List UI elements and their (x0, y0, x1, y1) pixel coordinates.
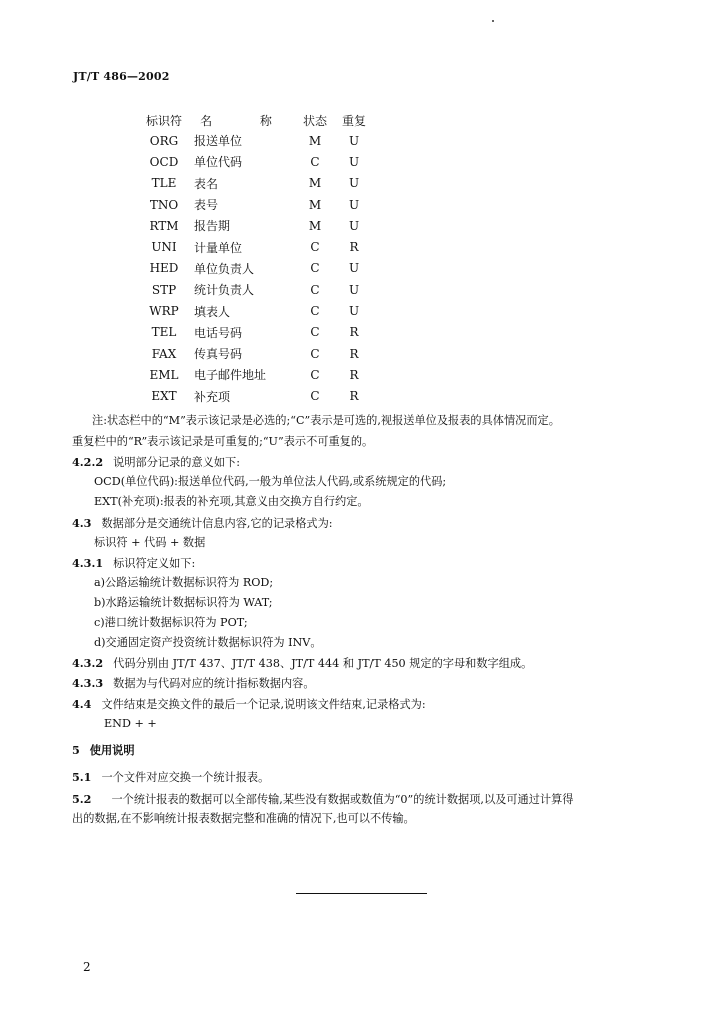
row-status: C (310, 325, 320, 340)
row-name: 计量单位 (194, 240, 243, 255)
row-repeat: U (348, 154, 360, 169)
list-item: c)港口统计数据标识符为 POT; (94, 616, 248, 629)
row-repeat: U (348, 197, 360, 212)
row-name: 补充项 (194, 389, 231, 404)
table-row (138, 300, 378, 321)
row-name: 报送单位 (194, 134, 243, 149)
row-name: 统计负责人 (194, 283, 255, 298)
row-status: C (310, 367, 320, 382)
section-title: 使用说明 (89, 743, 135, 757)
list-item: d)交通固定资产投资统计数据标识符为 INV。 (94, 636, 322, 649)
row-status: C (310, 261, 320, 276)
section-text: 代码分别由 JT/T 437、JT/T 438、JT/T 444 和 JT/T 450 规定的字母和数字组成。 (113, 657, 533, 670)
row-id: HED (149, 261, 179, 276)
table-row (138, 130, 378, 151)
section-text: 标识符定义如下: (113, 557, 196, 570)
table-row (138, 322, 378, 343)
ext-definition: EXT(补充项):报表的补充项,其意义由交换方自行约定。 (94, 495, 369, 508)
row-id: WRP (149, 304, 179, 319)
table-row (138, 215, 378, 236)
row-status: C (310, 389, 320, 404)
row-status: C (310, 346, 320, 361)
row-id: UNI (151, 240, 177, 255)
header-status: 状态 (302, 113, 327, 128)
row-repeat: U (348, 261, 360, 276)
table-row (138, 343, 378, 364)
row-repeat: U (348, 282, 360, 297)
row-status: C (310, 282, 320, 297)
section-5 (72, 743, 135, 757)
section-number: 4.3 (72, 516, 92, 530)
row-id: STP (151, 282, 177, 297)
note-line-2: 重复栏中的“R”表示该记录是可重复的;“U”表示不可重复的。 (72, 435, 374, 448)
scan-speck (492, 20, 494, 22)
section-text: 数据部分是交通统计信息内容,它的记录格式为: (101, 517, 333, 530)
row-name: 电话号码 (194, 325, 243, 340)
section-number: 4.4 (72, 697, 92, 711)
row-name: 表名 (194, 176, 219, 191)
table-row (138, 279, 378, 300)
row-name: 单位代码 (194, 155, 243, 170)
row-id: TEL (151, 325, 177, 340)
section-4-3-2 (72, 656, 532, 671)
section-number: 4.3.3 (72, 676, 104, 690)
row-repeat: R (349, 367, 359, 382)
note-line-1: 注:状态栏中的“M”表示该记录是必选的;“C”表示是可选的,视报送单位及报表的具体情况而定。 (92, 414, 560, 427)
section-5-2 (72, 792, 573, 807)
row-id: OCD (149, 154, 179, 169)
section-4-3-3 (72, 676, 315, 691)
row-repeat: U (348, 304, 360, 319)
row-name: 电子邮件地址 (194, 368, 267, 383)
table-row (138, 236, 378, 257)
row-status: M (308, 176, 322, 191)
section-number: 4.3.2 (72, 656, 104, 670)
ocd-definition: OCD(单位代码):报送单位代码,一般为单位法人代码,或系统规定的代码; (94, 475, 447, 488)
list-item: a)公路运输统计数据标识符为 ROD; (94, 576, 274, 589)
row-id: FAX (151, 346, 177, 361)
table-row (138, 151, 378, 172)
section-text: 数据为与代码对应的统计指标数据内容。 (113, 677, 315, 690)
table-row (138, 364, 378, 385)
row-status: C (310, 304, 320, 319)
table-row (138, 173, 378, 194)
section-5-2-continued: 出的数据,在不影响统计报表数据完整和准确的情况下,也可以不传输。 (72, 812, 415, 825)
section-4-3-1 (72, 556, 195, 571)
section-4-3 (72, 516, 333, 531)
section-5-1 (72, 770, 269, 785)
section-text: 一个统计报表的数据可以全部传输,某些没有数据或数值为“0”的统计数据项,以及可通过计算得 (111, 793, 574, 806)
row-status: M (308, 218, 322, 233)
row-repeat: U (348, 176, 360, 191)
row-name: 报告期 (194, 219, 231, 234)
header-repeat: 重复 (341, 113, 366, 128)
data-record-format: 标识符 + 代码 + 数据 (94, 536, 206, 549)
table-header-row (138, 110, 378, 130)
row-status: C (310, 154, 320, 169)
section-4-2-2 (72, 455, 240, 470)
end-rule-divider (296, 893, 427, 894)
page-number: 2 (83, 960, 91, 974)
row-repeat: R (349, 389, 359, 404)
table-row (138, 386, 378, 407)
table-row (138, 258, 378, 279)
list-item: b)水路运输统计数据标识符为 WAT; (94, 596, 273, 609)
header-id: 标识符 (145, 113, 182, 128)
row-status: M (308, 197, 322, 212)
row-status: M (308, 133, 322, 148)
row-repeat: R (349, 325, 359, 340)
section-text: 一个文件对应交换一个统计报表。 (101, 771, 270, 784)
row-repeat: R (349, 346, 359, 361)
section-text: 文件结束是交换文件的最后一个记录,说明该文件结束,记录格式为: (101, 698, 426, 711)
row-id: RTM (149, 218, 179, 233)
row-name: 传真号码 (194, 347, 243, 362)
end-record-format: END + + (104, 717, 157, 730)
section-4-4 (72, 697, 426, 712)
table-row (138, 194, 378, 215)
section-number: 4.2.2 (72, 455, 104, 469)
row-name: 填表人 (194, 304, 231, 319)
section-number: 5 (72, 743, 80, 757)
header-name: 名 称 (200, 113, 294, 128)
section-title: 说明部分记录的意义如下: (113, 456, 240, 469)
section-number: 5.1 (72, 770, 92, 784)
row-id: ORG (149, 133, 179, 148)
row-status: C (310, 240, 320, 255)
row-repeat: U (348, 133, 360, 148)
section-number: 4.3.1 (72, 556, 104, 570)
row-name: 表号 (194, 198, 219, 213)
row-id: EXT (151, 389, 177, 404)
row-repeat: U (348, 218, 360, 233)
row-id: EML (149, 367, 179, 382)
standard-code-header: JT/T 486—2002 (73, 70, 170, 83)
row-repeat: R (349, 240, 359, 255)
section-number: 5.2 (72, 792, 92, 806)
row-id: TLE (151, 176, 177, 191)
row-name: 单位负责人 (194, 261, 255, 276)
row-id: TNO (149, 197, 179, 212)
record-fields-table (138, 110, 378, 407)
